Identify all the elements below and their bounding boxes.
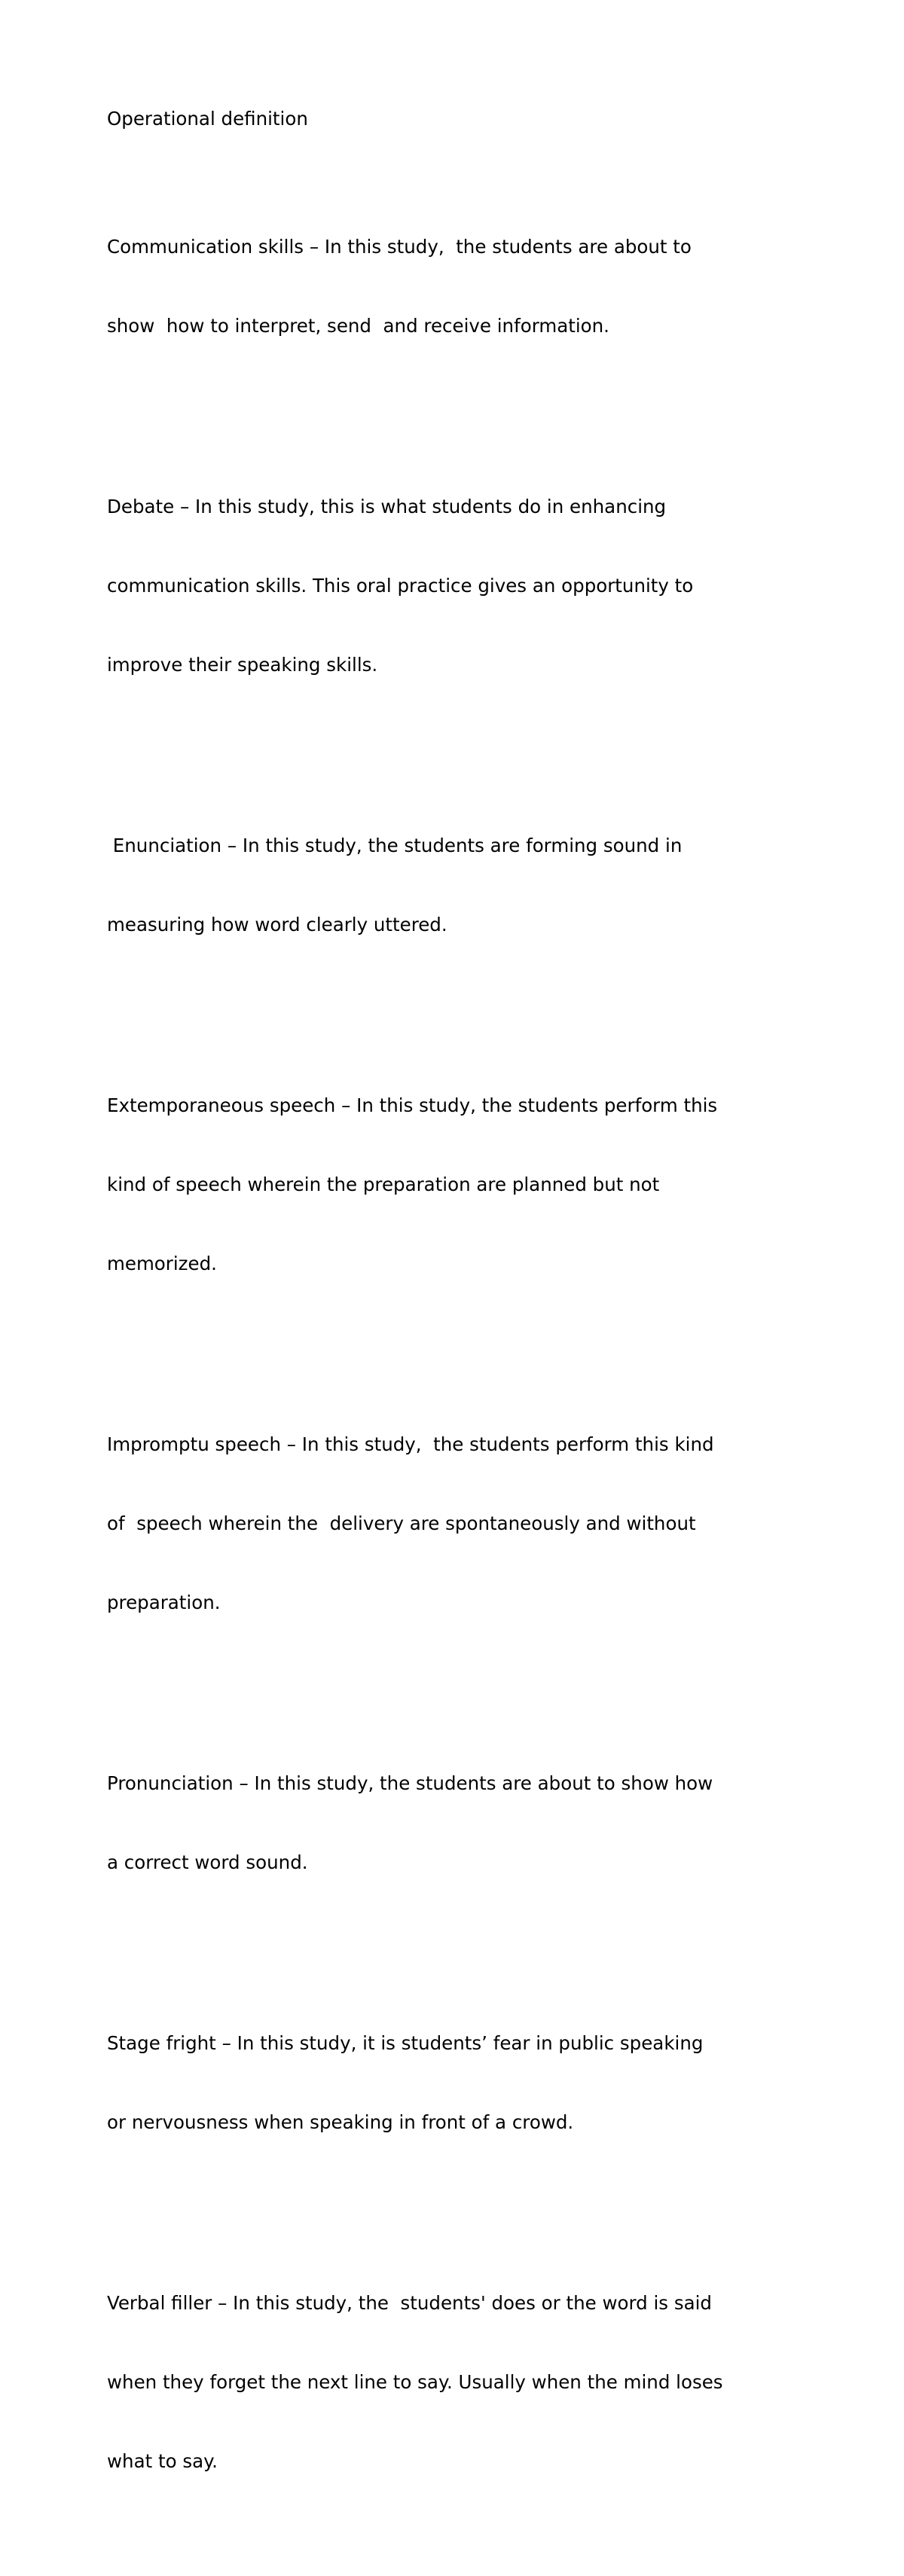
definition-line: Impromptu speech – In this study, the students perform this kind bbox=[107, 1433, 714, 1455]
document-heading: Operational definition bbox=[107, 108, 308, 130]
definition-line: improve their speaking skills. bbox=[107, 654, 378, 676]
definition-line: Debate – In this study, this is what students do in enhancing bbox=[107, 496, 667, 517]
definition-verbal-filler bbox=[107, 2237, 815, 2527]
definition-line: Verbal filler – In this study, the students' does or the word is said bbox=[107, 2292, 712, 2314]
definition-pronunciation bbox=[107, 1717, 815, 1928]
definition-line: or nervousness when speaking in front of a crowd. bbox=[107, 2111, 574, 2133]
definition-line: Extemporaneous speech – In this study, the students perform this bbox=[107, 1094, 718, 1116]
definition-extemporaneous-speech bbox=[107, 1039, 815, 1329]
definition-debate bbox=[107, 441, 815, 731]
definition-stage-fright bbox=[107, 1977, 815, 2188]
definition-line: of speech wherein the delivery are spontaneously and without bbox=[107, 1512, 696, 1534]
definition-line: Stage fright – In this study, it is students’ fear in public speaking bbox=[107, 2032, 704, 2054]
definition-line: kind of speech wherein the preparation are planned but not bbox=[107, 1174, 660, 1195]
definition-enunciation bbox=[107, 780, 815, 990]
definition-line: Pronunciation – In this study, the students are about to show how bbox=[107, 1772, 713, 1794]
definition-line: when they forget the next line to say. Usually when the mind loses bbox=[107, 2371, 723, 2393]
definition-line: Communication skills – In this study, the students are about to bbox=[107, 236, 692, 258]
definition-line: preparation. bbox=[107, 1592, 221, 1613]
document-body bbox=[107, 105, 815, 2576]
definition-line: what to say. bbox=[107, 2450, 218, 2472]
definition-communication-skills bbox=[107, 181, 815, 392]
definition-line: measuring how word clearly uttered. bbox=[107, 914, 447, 935]
definition-impromptu-speech bbox=[107, 1378, 815, 1668]
definition-line: show how to interpret, send and receive information. bbox=[107, 315, 609, 337]
definition-line: communication skills. This oral practice gives an opportunity to bbox=[107, 575, 694, 597]
definition-line: Enunciation – In this study, the students are forming sound in bbox=[107, 835, 683, 856]
definition-line: a correct word sound. bbox=[107, 1851, 308, 1873]
definition-line: memorized. bbox=[107, 1253, 217, 1274]
